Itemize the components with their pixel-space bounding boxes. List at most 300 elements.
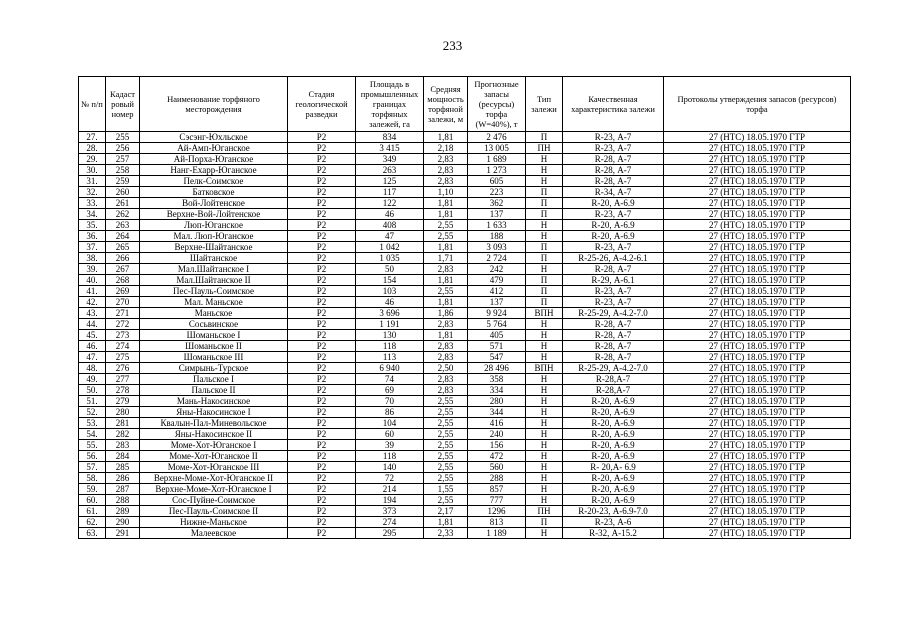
row-number-cell: 53. [79, 418, 106, 429]
cadastral-number-cell: 279 [106, 396, 140, 407]
cadastral-number-cell: 255 [106, 132, 140, 143]
area-cell: 6 940 [356, 363, 424, 374]
protocol-cell: 27 (НТС) 18.05.1970 ГТР [664, 385, 851, 396]
deposit-type-cell: Н [526, 462, 563, 473]
deposit-type-cell: Н [526, 374, 563, 385]
deposit-type-cell: П [526, 132, 563, 143]
exploration-stage-cell: P2 [288, 297, 356, 308]
deposit-name-cell: Верхне-Шайтанское [140, 242, 288, 253]
deposit-name-cell: Ай-Амп-Юганское [140, 143, 288, 154]
quality-characteristic-cell: R-20, А-6.9 [563, 231, 664, 242]
deposit-type-cell: П [526, 517, 563, 528]
protocol-cell: 27 (НТС) 18.05.1970 ГТР [664, 319, 851, 330]
table-row [79, 440, 851, 451]
reserves-cell: 571 [468, 341, 526, 352]
exploration-stage-cell: P2 [288, 396, 356, 407]
deposit-type-cell: Н [526, 319, 563, 330]
reserves-cell: 188 [468, 231, 526, 242]
area-cell: 373 [356, 506, 424, 517]
quality-characteristic-cell: R-28,А-7 [563, 374, 664, 385]
area-cell: 47 [356, 231, 424, 242]
average-depth-cell: 1,81 [424, 132, 468, 143]
exploration-stage-cell: P2 [288, 198, 356, 209]
area-cell: 194 [356, 495, 424, 506]
quality-characteristic-cell: R-20, А-6.9 [563, 495, 664, 506]
protocol-cell: 27 (НТС) 18.05.1970 ГТР [664, 308, 851, 319]
average-depth-cell: 2,55 [424, 429, 468, 440]
header-cell: Наименование торфяного месторождения [140, 77, 288, 132]
deposit-type-cell: Н [526, 451, 563, 462]
deposit-type-cell: Н [526, 484, 563, 495]
deposit-name-cell: Мал.Шайтанское I [140, 264, 288, 275]
area-cell: 214 [356, 484, 424, 495]
header-cell: № п/п [79, 77, 106, 132]
area-cell: 140 [356, 462, 424, 473]
protocol-cell: 27 (НТС) 18.05.1970 ГТР [664, 176, 851, 187]
reserves-cell: 9 924 [468, 308, 526, 319]
deposit-name-cell: Малеевское [140, 528, 288, 539]
protocol-cell: 27 (НТС) 18.05.1970 ГТР [664, 198, 851, 209]
cadastral-number-cell: 288 [106, 495, 140, 506]
table-body [79, 132, 851, 539]
protocol-cell: 27 (НТС) 18.05.1970 ГТР [664, 165, 851, 176]
area-cell: 1 191 [356, 319, 424, 330]
average-depth-cell: 2,83 [424, 176, 468, 187]
area-cell: 1 035 [356, 253, 424, 264]
reserves-cell: 1296 [468, 506, 526, 517]
cadastral-number-cell: 265 [106, 242, 140, 253]
deposit-name-cell: Яны-Накосинское I [140, 407, 288, 418]
reserves-cell: 1 633 [468, 220, 526, 231]
cadastral-number-cell: 261 [106, 198, 140, 209]
quality-characteristic-cell: R-28, А-7 [563, 330, 664, 341]
table-row [79, 451, 851, 462]
protocol-cell: 27 (НТС) 18.05.1970 ГТР [664, 407, 851, 418]
quality-characteristic-cell: R-23, А-7 [563, 209, 664, 220]
cadastral-number-cell: 290 [106, 517, 140, 528]
table-row [79, 165, 851, 176]
reserves-cell: 547 [468, 352, 526, 363]
exploration-stage-cell: P2 [288, 264, 356, 275]
row-number-cell: 30. [79, 165, 106, 176]
exploration-stage-cell: P2 [288, 242, 356, 253]
area-cell: 263 [356, 165, 424, 176]
exploration-stage-cell: P2 [288, 330, 356, 341]
row-number-cell: 55. [79, 440, 106, 451]
exploration-stage-cell: P2 [288, 154, 356, 165]
row-number-cell: 47. [79, 352, 106, 363]
quality-characteristic-cell: R-28,А-7 [563, 385, 664, 396]
reserves-cell: 560 [468, 462, 526, 473]
table-row [79, 253, 851, 264]
table-row [79, 143, 851, 154]
average-depth-cell: 2,18 [424, 143, 468, 154]
quality-characteristic-cell: R-28, А-7 [563, 341, 664, 352]
area-cell: 834 [356, 132, 424, 143]
quality-characteristic-cell: R-20-23, А-6.9-7.0 [563, 506, 664, 517]
reserves-cell: 1 189 [468, 528, 526, 539]
deposit-name-cell: Моме-Хот-Юганское III [140, 462, 288, 473]
cadastral-number-cell: 267 [106, 264, 140, 275]
area-cell: 118 [356, 341, 424, 352]
area-cell: 46 [356, 297, 424, 308]
deposit-type-cell: Н [526, 418, 563, 429]
exploration-stage-cell: P2 [288, 385, 356, 396]
exploration-stage-cell: P2 [288, 341, 356, 352]
row-number-cell: 29. [79, 154, 106, 165]
average-depth-cell: 2,83 [424, 264, 468, 275]
exploration-stage-cell: P2 [288, 275, 356, 286]
deposit-type-cell: П [526, 242, 563, 253]
quality-characteristic-cell: R-20, А-6.9 [563, 429, 664, 440]
average-depth-cell: 1,81 [424, 209, 468, 220]
row-number-cell: 61. [79, 506, 106, 517]
reserves-cell: 362 [468, 198, 526, 209]
exploration-stage-cell: P2 [288, 440, 356, 451]
average-depth-cell: 1,81 [424, 330, 468, 341]
reserves-cell: 813 [468, 517, 526, 528]
area-cell: 72 [356, 473, 424, 484]
average-depth-cell: 1,81 [424, 242, 468, 253]
table-row [79, 286, 851, 297]
cadastral-number-cell: 271 [106, 308, 140, 319]
header-cell: Площадь в промышленных границах торфяных залежей, га [356, 77, 424, 132]
reserves-cell: 280 [468, 396, 526, 407]
protocol-cell: 27 (НТС) 18.05.1970 ГТР [664, 451, 851, 462]
exploration-stage-cell: P2 [288, 363, 356, 374]
protocol-cell: 27 (НТС) 18.05.1970 ГТР [664, 330, 851, 341]
table-row [79, 187, 851, 198]
area-cell: 349 [356, 154, 424, 165]
average-depth-cell: 2,55 [424, 286, 468, 297]
average-depth-cell: 1,81 [424, 198, 468, 209]
protocol-cell: 27 (НТС) 18.05.1970 ГТР [664, 418, 851, 429]
row-number-cell: 37. [79, 242, 106, 253]
quality-characteristic-cell: R-20, А-6.9 [563, 407, 664, 418]
deposit-name-cell: Шоманьское I [140, 330, 288, 341]
deposit-type-cell: П [526, 253, 563, 264]
deposit-type-cell: Н [526, 495, 563, 506]
reserves-cell: 240 [468, 429, 526, 440]
average-depth-cell: 2,55 [424, 396, 468, 407]
protocol-cell: 27 (НТС) 18.05.1970 ГТР [664, 396, 851, 407]
deposit-type-cell: ВПН [526, 363, 563, 374]
area-cell: 154 [356, 275, 424, 286]
protocol-cell: 27 (НТС) 18.05.1970 ГТР [664, 440, 851, 451]
area-cell: 39 [356, 440, 424, 451]
protocol-cell: 27 (НТС) 18.05.1970 ГТР [664, 473, 851, 484]
page-number: 233 [442, 38, 463, 53]
cadastral-number-cell: 268 [106, 275, 140, 286]
table-header-row [79, 77, 851, 132]
protocol-cell: 27 (НТС) 18.05.1970 ГТР [664, 363, 851, 374]
exploration-stage-cell: P2 [288, 352, 356, 363]
exploration-stage-cell: P2 [288, 132, 356, 143]
row-number-cell: 46. [79, 341, 106, 352]
quality-characteristic-cell: R-29, А-6.1 [563, 275, 664, 286]
deposit-name-cell: Шоманьское III [140, 352, 288, 363]
average-depth-cell: 2,83 [424, 165, 468, 176]
reserves-cell: 344 [468, 407, 526, 418]
exploration-stage-cell: P2 [288, 308, 356, 319]
row-number-cell: 50. [79, 385, 106, 396]
exploration-stage-cell: P2 [288, 407, 356, 418]
reserves-cell: 137 [468, 297, 526, 308]
table-row [79, 341, 851, 352]
area-cell: 103 [356, 286, 424, 297]
row-number-cell: 36. [79, 231, 106, 242]
row-number-cell: 58. [79, 473, 106, 484]
deposit-name-cell: Вой-Лойтенское [140, 198, 288, 209]
area-cell: 117 [356, 187, 424, 198]
average-depth-cell: 2,55 [424, 407, 468, 418]
deposit-name-cell: Верхне-Вой-Лойтенское [140, 209, 288, 220]
quality-characteristic-cell: R-23, А-7 [563, 132, 664, 143]
quality-characteristic-cell: R-20, А-6.9 [563, 220, 664, 231]
area-cell: 60 [356, 429, 424, 440]
average-depth-cell: 2,83 [424, 154, 468, 165]
header-cell: Прогнозные запасы (ресурсы) торфа (W=40%), т [468, 77, 526, 132]
deposit-type-cell: ПН [526, 143, 563, 154]
quality-characteristic-cell: R-28, А-7 [563, 165, 664, 176]
table-row [79, 319, 851, 330]
row-number-cell: 38. [79, 253, 106, 264]
row-number-cell: 60. [79, 495, 106, 506]
peat-deposits-table [78, 76, 851, 539]
quality-characteristic-cell: R- 20,А- 6.9 [563, 462, 664, 473]
deposit-name-cell: Ай-Порха-Юганское [140, 154, 288, 165]
deposit-type-cell: Н [526, 176, 563, 187]
table-row [79, 517, 851, 528]
row-number-cell: 43. [79, 308, 106, 319]
protocol-cell: 27 (НТС) 18.05.1970 ГТР [664, 132, 851, 143]
row-number-cell: 28. [79, 143, 106, 154]
deposit-name-cell: Мал. Люп-Юганское [140, 231, 288, 242]
row-number-cell: 41. [79, 286, 106, 297]
protocol-cell: 27 (НТС) 18.05.1970 ГТР [664, 242, 851, 253]
row-number-cell: 54. [79, 429, 106, 440]
row-number-cell: 56. [79, 451, 106, 462]
protocol-cell: 27 (НТС) 18.05.1970 ГТР [664, 231, 851, 242]
area-cell: 70 [356, 396, 424, 407]
cadastral-number-cell: 286 [106, 473, 140, 484]
cadastral-number-cell: 273 [106, 330, 140, 341]
deposit-name-cell: Нанг-Ехарр-Юганское [140, 165, 288, 176]
quality-characteristic-cell: R-28, А-7 [563, 176, 664, 187]
average-depth-cell: 2,55 [424, 220, 468, 231]
deposit-name-cell: Верхне-Моме-Хот-Юганское II [140, 473, 288, 484]
row-number-cell: 52. [79, 407, 106, 418]
quality-characteristic-cell: R-28, А-7 [563, 154, 664, 165]
exploration-stage-cell: P2 [288, 473, 356, 484]
reserves-cell: 2 724 [468, 253, 526, 264]
exploration-stage-cell: P2 [288, 319, 356, 330]
deposit-name-cell: Пальское II [140, 385, 288, 396]
cadastral-number-cell: 274 [106, 341, 140, 352]
deposit-type-cell: П [526, 275, 563, 286]
average-depth-cell: 2,55 [424, 473, 468, 484]
deposit-name-cell: Верхне-Моме-Хот-Юганское I [140, 484, 288, 495]
reserves-cell: 605 [468, 176, 526, 187]
area-cell: 46 [356, 209, 424, 220]
average-depth-cell: 2,55 [424, 440, 468, 451]
table-row [79, 473, 851, 484]
cadastral-number-cell: 284 [106, 451, 140, 462]
table-row [79, 231, 851, 242]
quality-characteristic-cell: R-23, А-7 [563, 143, 664, 154]
average-depth-cell: 2,55 [424, 418, 468, 429]
deposit-type-cell: Н [526, 154, 563, 165]
deposit-type-cell: П [526, 209, 563, 220]
row-number-cell: 63. [79, 528, 106, 539]
deposit-type-cell: ВПН [526, 308, 563, 319]
area-cell: 74 [356, 374, 424, 385]
protocol-cell: 27 (НТС) 18.05.1970 ГТР [664, 495, 851, 506]
protocol-cell: 27 (НТС) 18.05.1970 ГТР [664, 220, 851, 231]
area-cell: 118 [356, 451, 424, 462]
deposit-name-cell: Мал.Шайтанское II [140, 275, 288, 286]
deposit-type-cell: Н [526, 352, 563, 363]
table-row [79, 462, 851, 473]
exploration-stage-cell: P2 [288, 176, 356, 187]
area-cell: 3 696 [356, 308, 424, 319]
deposit-name-cell: Пес-Пауль-Соимское II [140, 506, 288, 517]
cadastral-number-cell: 256 [106, 143, 140, 154]
table-row [79, 176, 851, 187]
deposit-name-cell: Сэсэнг-Юхльское [140, 132, 288, 143]
header-cell: Протоколы утверждения запасов (ресурсов) торфа [664, 77, 851, 132]
cadastral-number-cell: 283 [106, 440, 140, 451]
table-row [79, 264, 851, 275]
average-depth-cell: 2,83 [424, 341, 468, 352]
cadastral-number-cell: 277 [106, 374, 140, 385]
reserves-cell: 156 [468, 440, 526, 451]
protocol-cell: 27 (НТС) 18.05.1970 ГТР [664, 374, 851, 385]
cadastral-number-cell: 266 [106, 253, 140, 264]
deposit-type-cell: Н [526, 330, 563, 341]
average-depth-cell: 2,83 [424, 319, 468, 330]
exploration-stage-cell: P2 [288, 143, 356, 154]
deposit-name-cell: Шоманьское II [140, 341, 288, 352]
reserves-cell: 3 093 [468, 242, 526, 253]
reserves-cell: 472 [468, 451, 526, 462]
protocol-cell: 27 (НТС) 18.05.1970 ГТР [664, 462, 851, 473]
exploration-stage-cell: P2 [288, 374, 356, 385]
quality-characteristic-cell: R-32, А-15.2 [563, 528, 664, 539]
exploration-stage-cell: P2 [288, 484, 356, 495]
average-depth-cell: 1,71 [424, 253, 468, 264]
exploration-stage-cell: P2 [288, 187, 356, 198]
deposit-name-cell: Пелк-Соимское [140, 176, 288, 187]
deposit-name-cell: Батковское [140, 187, 288, 198]
average-depth-cell: 2,55 [424, 462, 468, 473]
protocol-cell: 27 (НТС) 18.05.1970 ГТР [664, 275, 851, 286]
exploration-stage-cell: P2 [288, 253, 356, 264]
protocol-cell: 27 (НТС) 18.05.1970 ГТР [664, 528, 851, 539]
exploration-stage-cell: P2 [288, 220, 356, 231]
row-number-cell: 48. [79, 363, 106, 374]
table-row [79, 495, 851, 506]
reserves-cell: 288 [468, 473, 526, 484]
header-cell: Тип залежи [526, 77, 563, 132]
quality-characteristic-cell: R-23, А-7 [563, 286, 664, 297]
reserves-cell: 405 [468, 330, 526, 341]
area-cell: 104 [356, 418, 424, 429]
quality-characteristic-cell: R-23, А-7 [563, 242, 664, 253]
cadastral-number-cell: 270 [106, 297, 140, 308]
quality-characteristic-cell: R-28, А-7 [563, 319, 664, 330]
area-cell: 295 [356, 528, 424, 539]
protocol-cell: 27 (НТС) 18.05.1970 ГТР [664, 352, 851, 363]
reserves-cell: 479 [468, 275, 526, 286]
deposit-type-cell: П [526, 297, 563, 308]
deposit-type-cell: Н [526, 264, 563, 275]
table-row [79, 407, 851, 418]
row-number-cell: 31. [79, 176, 106, 187]
deposit-name-cell: Квалын-Пал-Миневольское [140, 418, 288, 429]
row-number-cell: 42. [79, 297, 106, 308]
cadastral-number-cell: 276 [106, 363, 140, 374]
cadastral-number-cell: 278 [106, 385, 140, 396]
exploration-stage-cell: P2 [288, 495, 356, 506]
cadastral-number-cell: 289 [106, 506, 140, 517]
table-row [79, 297, 851, 308]
table-row [79, 363, 851, 374]
cadastral-number-cell: 282 [106, 429, 140, 440]
exploration-stage-cell: P2 [288, 209, 356, 220]
deposit-type-cell: П [526, 286, 563, 297]
deposit-type-cell: Н [526, 473, 563, 484]
row-number-cell: 51. [79, 396, 106, 407]
average-depth-cell: 2,83 [424, 374, 468, 385]
exploration-stage-cell: P2 [288, 429, 356, 440]
quality-characteristic-cell: R-20, А-6.9 [563, 484, 664, 495]
exploration-stage-cell: P2 [288, 418, 356, 429]
deposit-name-cell: Сос-Пуйне-Соимское [140, 495, 288, 506]
row-number-cell: 34. [79, 209, 106, 220]
average-depth-cell: 2,83 [424, 385, 468, 396]
reserves-cell: 223 [468, 187, 526, 198]
exploration-stage-cell: P2 [288, 462, 356, 473]
deposit-type-cell: П [526, 187, 563, 198]
area-cell: 1 042 [356, 242, 424, 253]
header-cell: Качественная характеристика залежи [563, 77, 664, 132]
table-row [79, 209, 851, 220]
table-row [79, 242, 851, 253]
deposit-name-cell: Моме-Хот-Юганское II [140, 451, 288, 462]
table-row [79, 429, 851, 440]
deposit-type-cell: Н [526, 220, 563, 231]
row-number-cell: 35. [79, 220, 106, 231]
reserves-cell: 137 [468, 209, 526, 220]
exploration-stage-cell: P2 [288, 528, 356, 539]
deposit-type-cell: Н [526, 528, 563, 539]
reserves-cell: 334 [468, 385, 526, 396]
deposit-name-cell: Яны-Накосинское II [140, 429, 288, 440]
table-row [79, 220, 851, 231]
table-row [79, 308, 851, 319]
area-cell: 130 [356, 330, 424, 341]
area-cell: 125 [356, 176, 424, 187]
quality-characteristic-cell: R-20, А-6.9 [563, 473, 664, 484]
cadastral-number-cell: 280 [106, 407, 140, 418]
area-cell: 3 415 [356, 143, 424, 154]
exploration-stage-cell: P2 [288, 286, 356, 297]
table-row [79, 330, 851, 341]
table-row [79, 528, 851, 539]
row-number-cell: 45. [79, 330, 106, 341]
table-row [79, 374, 851, 385]
